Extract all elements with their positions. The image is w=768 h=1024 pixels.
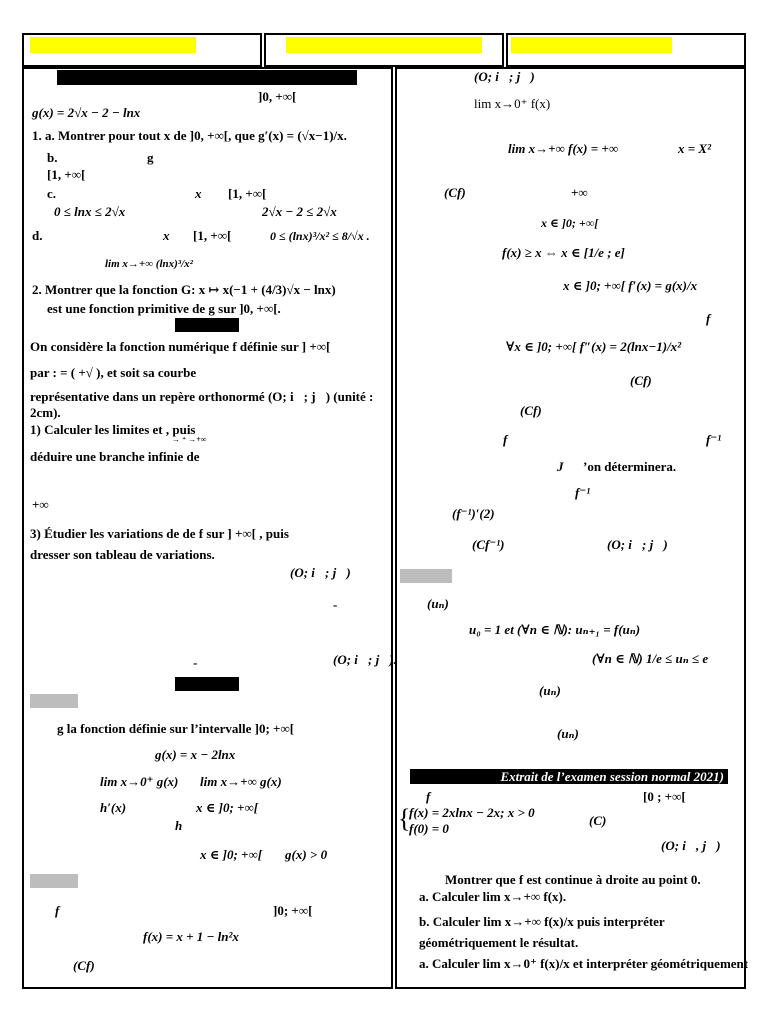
ex2-domain: x ∈ ]0; +∞[ <box>196 800 259 815</box>
r-limit-0: lim x→0⁺ f(x) <box>474 96 551 111</box>
r-q-b: b. Calculer lim x→+∞ f(x)/x puis interpréter <box>419 914 665 929</box>
r-curve-C: (C) <box>589 813 607 828</box>
ex2-limit-1: lim x→0⁺ g(x) <box>100 774 179 789</box>
r-q-c: a. Calculer lim x→0⁺ f(x)/x et interpréter géométriquement <box>419 956 749 971</box>
exercise-tag-1 <box>30 694 78 708</box>
question-1d-var: x <box>163 228 170 243</box>
title-bar-1 <box>57 70 357 85</box>
repere-label-2: (O; i⃗; j⃗). <box>333 652 397 667</box>
inequality-2: 2√x − 2 ≤ 2√x <box>262 204 337 219</box>
ex2-derivative: h′(x) <box>100 800 127 815</box>
r-inf: +∞ <box>571 185 588 200</box>
question-1b-text: g <box>147 150 154 165</box>
r-repere: (O; i⃗; j⃗) <box>474 69 535 84</box>
limit-expression: lim x→+∞ (lnx)³/x² <box>105 258 193 270</box>
dash-2: - <box>193 655 198 670</box>
question-2: 2. Montrer que la fonction G: x ↦ x(−1 + (4/3)√x − lnx) <box>32 282 336 297</box>
r-inverse-derivative: (f⁻¹)′(2) <box>452 506 495 521</box>
r-seq-def: u₀ = 1 et (∀n ∈ ℕ): uₙ₊₁ = f(uₙ) <box>469 622 641 637</box>
problem-intro: On considère la fonction numérique f définie sur ] +∞[ <box>30 339 331 354</box>
exercise-tag-3 <box>400 569 452 583</box>
question-p3-cont: dresser son tableau de variations. <box>30 547 215 562</box>
question-1b-interval: [1, +∞[ <box>47 167 86 182</box>
question-1a: 1. a. Montrer pour tout x de ]0, +∞[, que g′(x) = (√x−1)/x. <box>32 128 347 143</box>
problem-repere: représentative dans un repère orthonormé (O; i⃗; j⃗) (unité : <box>30 389 374 404</box>
r-substitution: x = X² <box>678 141 711 156</box>
r-interval: [0 ; +∞[ <box>643 789 686 804</box>
question-1c-interval: [1, +∞[ <box>228 186 267 201</box>
ex2-limit-2: lim x→+∞ g(x) <box>200 774 282 789</box>
r-second-derivative: ∀x ∈ ]0; +∞[ f″(x) = 2(lnx−1)/x² <box>506 339 682 354</box>
r-J: J <box>557 459 564 474</box>
r-f-inverse-2: f⁻¹ <box>575 485 591 500</box>
r-seq-3: (uₙ) <box>557 726 579 741</box>
r-f-inverse: f⁻¹ <box>706 432 722 447</box>
r-curve-2: (Cf) <box>630 373 652 388</box>
title-bar-2 <box>175 318 239 332</box>
ex2-function: g(x) = x − 2lnx <box>155 747 236 762</box>
question-2-cont: est une fonction primitive de g sur ]0, +∞[. <box>47 301 281 316</box>
r-curve-3: (Cf) <box>520 403 542 418</box>
title-bar-3 <box>175 677 239 691</box>
r-curve-inverse: (Cf⁻¹) <box>472 537 505 552</box>
header-highlight-2 <box>286 37 482 53</box>
header-highlight-1 <box>30 37 196 53</box>
ex2-positive: g(x) > 0 <box>285 847 328 862</box>
ex3-interval: ]0; +∞[ <box>273 903 313 918</box>
problem-def: par : = ( +√ ), et soit sa courbe <box>30 365 197 380</box>
question-p3: 3) Étudier les variations de de f sur ] +∞[ , puis <box>30 526 289 541</box>
inequality-1: 0 ≤ lnx ≤ 2√x <box>54 204 126 219</box>
r-derivative: x ∈ ]0; +∞[ f′(x) = g(x)/x <box>563 278 698 293</box>
r-inequality: f(x) ≥ x ⇔ x ∈ [1/e ; e] <box>502 245 625 260</box>
r-q-continuity: Montrer que f est continue à droite au point 0. <box>445 872 701 887</box>
question-p1-cont: déduire une branche infinie de <box>30 449 200 464</box>
ex2-h: h <box>175 818 183 833</box>
header-highlight-3 <box>511 37 672 53</box>
dash-1: - <box>333 597 338 612</box>
question-1c-label: c. <box>47 186 57 201</box>
question-1b-label: b. <box>47 150 58 165</box>
r-limit-inf: lim x→+∞ f(x) = +∞ <box>508 141 619 156</box>
r-determine: ’on déterminera. <box>583 459 677 474</box>
interval-label: ]0, +∞[ <box>258 89 297 104</box>
ex2-domain-2: x ∈ ]0; +∞[ <box>200 847 263 862</box>
question-p1-sub: → ⁺ →+∞ <box>172 435 207 444</box>
r-brace: { <box>398 804 411 833</box>
r-repere-3: (O; i⃗, j⃗) <box>661 838 721 853</box>
r-q-a: a. Calculer lim x→+∞ f(x). <box>419 889 567 904</box>
r-repere-2: (O; i⃗; j⃗) <box>607 537 668 552</box>
exam-extract-banner: Extrait de l’examen session normal 2021) <box>410 769 728 784</box>
inequality-3: 0 ≤ (lnx)³/x² ≤ 8/√x . <box>270 229 370 243</box>
r-piecewise-1: f(x) = 2xlnx − 2x; x > 0 <box>409 805 535 820</box>
exercise-tag-2 <box>30 874 78 888</box>
function-g-definition: g(x) = 2√x − 2 − lnx <box>32 105 141 120</box>
r-curve-1: (Cf) <box>444 185 466 200</box>
r-q-b-cont: géométriquement le résultat. <box>419 935 579 950</box>
question-1c-var: x <box>195 186 202 201</box>
repere-label-1: (O; i⃗; j⃗) <box>290 565 351 580</box>
question-p1: 1) Calculer les limites et , puis <box>30 422 196 437</box>
problem-unit: 2cm). <box>30 405 61 420</box>
r-seq-1: (uₙ) <box>427 596 449 611</box>
r-f-2: f <box>503 432 508 447</box>
r-f-3: f <box>426 789 431 804</box>
r-seq-bound: (∀n ∈ ℕ) 1/e ≤ uₙ ≤ e <box>592 651 709 666</box>
r-f-1: f <box>706 311 711 326</box>
question-1d-label: d. <box>32 228 43 243</box>
r-domain: x ∈ ]0; +∞[ <box>541 216 599 230</box>
question-p2-inf: +∞ <box>32 497 49 512</box>
ex2-intro: g la fonction définie sur l’intervalle ]0; +∞[ <box>57 721 295 736</box>
ex3-f: f <box>55 903 60 918</box>
ex3-function: f(x) = x + 1 − ln²x <box>143 929 239 944</box>
r-seq-2: (uₙ) <box>539 683 561 698</box>
question-1d-interval: [1, +∞[ <box>193 228 232 243</box>
ex3-curve: (Cf) <box>73 958 95 973</box>
r-piecewise-2: f(0) = 0 <box>409 821 449 836</box>
